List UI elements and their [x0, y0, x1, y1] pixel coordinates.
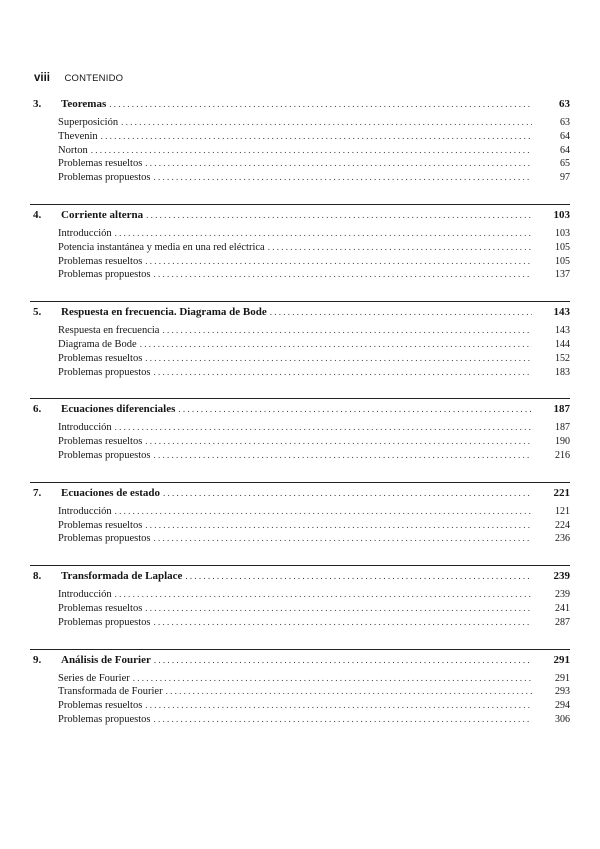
entry-page: 239	[555, 589, 570, 601]
dot-leader	[178, 404, 532, 414]
dot-leader	[133, 673, 532, 683]
chapter-page: 63	[559, 98, 570, 110]
toc-entry	[30, 589, 570, 603]
dot-leader	[145, 520, 532, 530]
entry-title: Problemas resueltos	[58, 602, 143, 614]
chapter-heading	[30, 570, 570, 586]
toc-entry	[30, 436, 570, 450]
page-number: viii	[34, 72, 50, 84]
chapter-number: 9.	[33, 653, 42, 666]
dot-leader	[140, 339, 532, 349]
entry-title: Problemas propuestos	[58, 713, 151, 725]
dot-leader	[146, 210, 532, 220]
toc-entry	[30, 256, 570, 270]
entry-page: 105	[555, 241, 570, 253]
entry-title: Respuesta en frecuencia	[58, 325, 160, 337]
entry-title: Problemas resueltos	[58, 352, 143, 364]
entry-page: 293	[555, 686, 570, 698]
chapter-section	[30, 482, 570, 547]
chapter-section	[30, 649, 570, 728]
dot-leader	[115, 589, 532, 599]
chapter-number: 8.	[33, 570, 42, 583]
toc-entry	[30, 506, 570, 520]
running-header	[34, 68, 123, 86]
dot-leader	[145, 436, 532, 446]
dot-leader	[121, 117, 532, 127]
chapter-page: 291	[553, 653, 570, 666]
entry-page: 216	[555, 449, 570, 461]
dot-leader	[101, 131, 532, 141]
chapter-section	[30, 301, 570, 380]
dot-leader	[166, 686, 532, 696]
entry-page: 291	[555, 672, 570, 684]
dot-leader	[153, 367, 532, 377]
chapter-title: Ecuaciones de estado	[61, 486, 160, 499]
entry-title: Norton	[58, 144, 88, 156]
toc-entry	[30, 353, 570, 367]
entry-title: Problemas resueltos	[58, 436, 143, 448]
chapter-title: Transformada de Laplace	[61, 570, 183, 583]
toc-entry	[30, 520, 570, 534]
entry-title: Problemas propuestos	[58, 172, 151, 184]
toc-entry	[30, 450, 570, 464]
entry-title: Introducción	[58, 422, 112, 434]
entry-page: 144	[555, 338, 570, 350]
entry-title: Superposición	[58, 117, 119, 128]
entry-page: 187	[555, 422, 570, 434]
entry-title: Transformada de Fourier	[58, 686, 163, 698]
dot-leader	[153, 269, 532, 279]
dot-leader	[115, 228, 532, 238]
dot-leader	[153, 533, 532, 543]
entry-title: Problemas propuestos	[58, 366, 151, 378]
dot-leader	[145, 603, 532, 613]
chapter-title: Ecuaciones diferenciales	[61, 403, 176, 416]
toc-entry	[30, 228, 570, 242]
chapter-page: 103	[553, 208, 570, 221]
entry-title: Problemas propuestos	[58, 449, 151, 461]
toc-entry	[30, 714, 570, 728]
entry-page: 105	[555, 255, 570, 267]
dot-leader	[153, 450, 532, 460]
entry-title: Thevenin	[58, 130, 98, 142]
toc-entry	[30, 367, 570, 381]
chapter-title: Teoremas	[61, 98, 107, 110]
chapter-number: 6.	[33, 403, 42, 416]
entry-title: Problemas resueltos	[58, 700, 143, 712]
dot-leader	[153, 714, 532, 724]
entry-page: 152	[555, 352, 570, 364]
entry-title: Potencia instantánea y media en una red eléctrica	[58, 241, 265, 253]
toc-entry	[30, 533, 570, 547]
entry-title: Problemas resueltos	[58, 519, 143, 531]
chapter-number: 3.	[33, 98, 42, 110]
toc-entry	[30, 673, 570, 687]
chapter-heading	[30, 487, 570, 503]
chapter-title: Corriente alterna	[61, 208, 144, 221]
toc-entry	[30, 686, 570, 700]
toc-entry	[30, 117, 570, 131]
entry-title: Problemas resueltos	[58, 158, 143, 170]
chapter-number: 7.	[33, 486, 42, 499]
chapter-page: 221	[553, 486, 570, 499]
dot-leader	[115, 422, 532, 432]
toc-entry	[30, 158, 570, 172]
dot-leader	[154, 655, 532, 665]
toc-entry	[30, 131, 570, 145]
dot-leader	[145, 158, 532, 168]
entry-title: Problemas propuestos	[58, 616, 151, 628]
dot-leader	[185, 571, 532, 581]
entry-title: Introducción	[58, 227, 112, 239]
entry-page: 64	[560, 130, 570, 142]
toc-entry	[30, 145, 570, 159]
dot-leader	[268, 242, 532, 252]
entry-page: 137	[555, 269, 570, 281]
chapter-heading	[30, 98, 570, 114]
chapter-section	[30, 565, 570, 630]
entry-title: Problemas propuestos	[58, 269, 151, 281]
entry-page: 287	[555, 616, 570, 628]
entry-page: 63	[560, 117, 570, 128]
entry-page: 224	[555, 519, 570, 531]
entry-title: Problemas propuestos	[58, 533, 151, 545]
dot-leader	[109, 99, 532, 109]
chapter-heading	[30, 403, 570, 419]
toc-entry	[30, 325, 570, 339]
dot-leader	[145, 700, 532, 710]
entry-page: 183	[555, 366, 570, 378]
dot-leader	[270, 307, 532, 317]
chapter-page: 239	[553, 570, 570, 583]
toc-entry	[30, 700, 570, 714]
entry-page: 241	[555, 602, 570, 614]
dot-leader	[153, 172, 532, 182]
toc-entry	[30, 422, 570, 436]
entry-page: 65	[560, 158, 570, 170]
header-title: CONTENIDO	[64, 73, 124, 84]
toc-entry	[30, 339, 570, 353]
entry-page: 294	[555, 700, 570, 712]
dot-leader	[91, 145, 532, 155]
chapter-title: Análisis de Fourier	[61, 653, 151, 666]
entry-title: Introducción	[58, 505, 112, 517]
toc-entry	[30, 617, 570, 631]
entry-page: 190	[555, 436, 570, 448]
entry-page: 97	[560, 172, 570, 184]
dot-leader	[145, 256, 532, 266]
chapter-title: Respuesta en frecuencia. Diagrama de Bode	[61, 306, 267, 319]
entry-page: 121	[555, 505, 570, 517]
entry-page: 103	[555, 227, 570, 239]
dot-leader	[153, 617, 532, 627]
toc-entry	[30, 242, 570, 256]
entry-page: 64	[560, 144, 570, 156]
entry-title: Introducción	[58, 589, 112, 601]
chapter-number: 4.	[33, 208, 42, 221]
toc-entry	[30, 269, 570, 283]
toc-entry	[30, 603, 570, 617]
entry-page: 236	[555, 533, 570, 545]
entry-title: Diagrama de Bode	[58, 338, 137, 350]
chapter-section	[30, 398, 570, 463]
chapter-page: 187	[553, 403, 570, 416]
dot-leader	[163, 488, 532, 498]
toc-entry	[30, 172, 570, 186]
dot-leader	[115, 506, 532, 516]
chapter-section	[30, 98, 570, 186]
table-of-contents	[30, 98, 570, 746]
chapter-heading	[30, 654, 570, 670]
entry-page: 306	[555, 713, 570, 725]
dot-leader	[162, 325, 532, 335]
chapter-page: 143	[553, 306, 570, 319]
chapter-section	[30, 204, 570, 283]
chapter-number: 5.	[33, 306, 42, 319]
chapter-heading	[30, 209, 570, 225]
dot-leader	[145, 353, 532, 363]
entry-title: Problemas resueltos	[58, 255, 143, 267]
chapter-heading	[30, 306, 570, 322]
entry-title: Series de Fourier	[58, 672, 130, 684]
entry-page: 143	[555, 325, 570, 337]
